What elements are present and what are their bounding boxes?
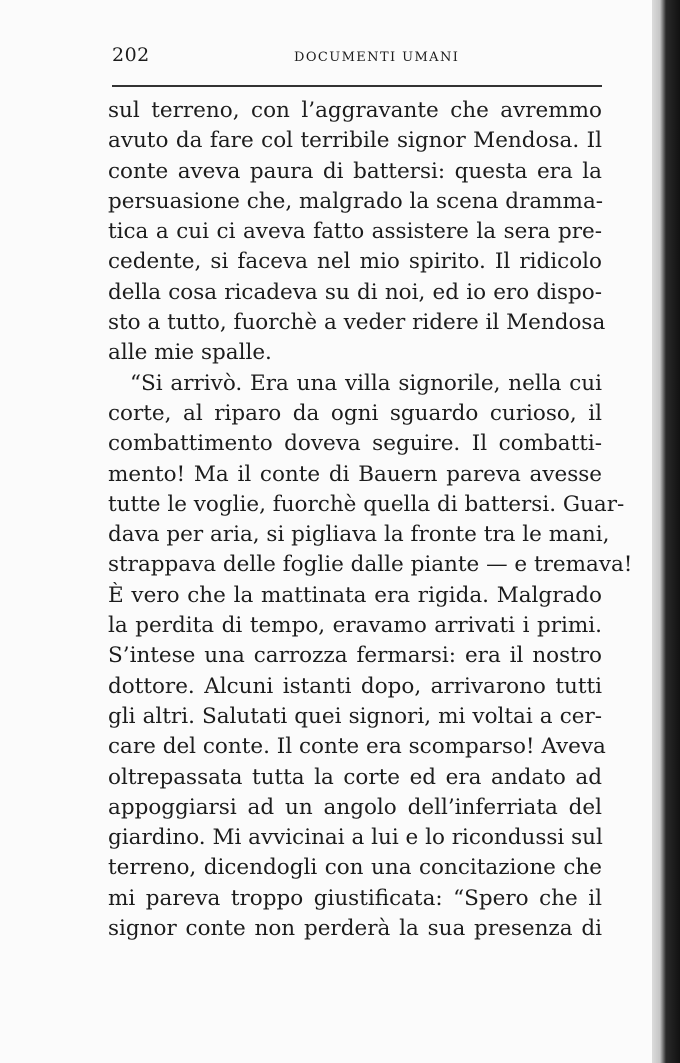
text-line: combattimento doveva seguire. Il combatti- xyxy=(108,431,602,457)
text-line: persuasione che, malgrado la scena dramma- xyxy=(108,188,604,214)
paragraph-start-line: “Si arrivò. Era una villa signorile, nella cui xyxy=(130,370,602,396)
text-line: signor conte non perderà la sua presenza di xyxy=(108,916,602,942)
text-line: oltrepassata tutta la corte ed era andato ad xyxy=(108,764,602,790)
running-title: DOCUMENTI UMANI xyxy=(294,50,460,65)
text-line: terreno, dicendogli con una concitazione che xyxy=(108,855,602,881)
text-line: giardino. Mi avvicinai a lui e lo ricondussi sul xyxy=(108,825,603,851)
paragraph-end-line: alle mie spalle. xyxy=(108,340,272,366)
text-line: mi pareva troppo giustificata: “Spero che il xyxy=(108,885,602,911)
text-line: mento! Ma il conte di Bauern pareva avesse xyxy=(108,461,602,487)
header-rule xyxy=(112,85,602,87)
text-line: dava per aria, si pigliava la fronte tra le mani, xyxy=(108,522,610,548)
page-header xyxy=(112,44,602,74)
text-line: care del conte. Il conte era scomparso! Aveva xyxy=(108,734,606,760)
text-line: conte aveva paura di battersi: questa era la xyxy=(108,158,602,184)
text-line: gli altri. Salutati quei signori, mi voltai a cer- xyxy=(108,703,602,729)
text-line: tica a cui ci aveva fatto assistere la sera pre- xyxy=(108,219,602,245)
text-line: della cosa ricadeva su di noi, ed io ero dispo- xyxy=(108,279,602,305)
text-line: strappava delle foglie dalle piante — e tremava! xyxy=(108,552,633,578)
text-line: sto a tutto, fuorchè a veder ridere il Mendosa xyxy=(108,310,606,336)
body-text xyxy=(108,96,633,944)
text-line: sul terreno, con l’aggravante che avremmo xyxy=(108,98,602,123)
text-line: cedente, si faceva nel mio spirito. Il ridicolo xyxy=(108,249,602,275)
text-line: tutte le voglie, fuorchè quella di battersi. Guar- xyxy=(108,491,625,517)
text-line: appoggiarsi ad un angolo dell’inferriata del xyxy=(108,794,602,820)
text-line: corte, al riparo da ogni sguardo curioso, il xyxy=(108,400,602,426)
text-line: dottore. Alcuni istanti dopo, arrivarono tutti xyxy=(108,673,602,699)
text-line: È vero che la mattinata era rigida. Malgrado xyxy=(108,582,602,608)
page-number: 202 xyxy=(112,44,150,66)
book-spine-shadow xyxy=(652,0,680,1063)
text-line: la perdita di tempo, eravamo arrivati i primi. xyxy=(108,613,602,639)
text-line: avuto da fare col terribile signor Mendosa. Il xyxy=(108,128,602,154)
text-line: S’intese una carrozza fermarsi: era il nostro xyxy=(108,643,602,669)
